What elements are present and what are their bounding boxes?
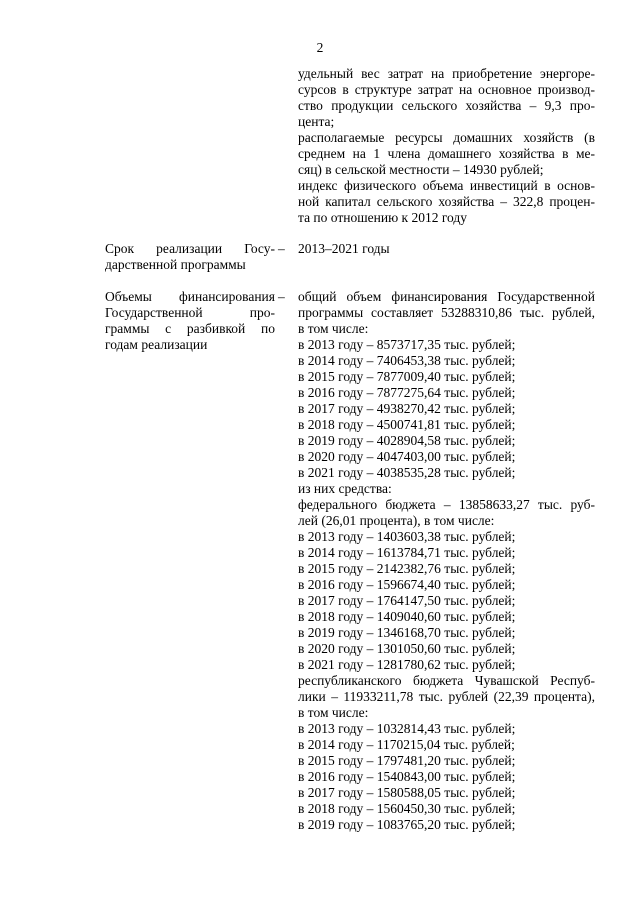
funding-line: федерального бюджета – 13858633,27 тыс. руб- bbox=[298, 497, 595, 512]
funding-line: в 2020 году – 4047403,00 тыс. рублей; bbox=[298, 449, 516, 464]
text-line: сяц) в сельской местности – 14930 рублей; bbox=[298, 162, 544, 177]
text-line: сурсов в структуре затрат на основное производ- bbox=[298, 82, 595, 97]
funding-line: в 2016 году – 1596674,40 тыс. рублей; bbox=[298, 577, 516, 592]
funding-line: лей (26,01 процента), в том числе: bbox=[298, 513, 495, 528]
funding-line: в 2016 году – 7877275,64 тыс. рублей; bbox=[298, 385, 516, 400]
funding-line: в 2019 году – 4028904,58 тыс. рублей; bbox=[298, 433, 516, 448]
funding-line: в 2015 году – 7877009,40 тыс. рублей; bbox=[298, 369, 516, 384]
funding-line: в 2018 году – 4500741,81 тыс. рублей; bbox=[298, 417, 516, 432]
funding-line: из них средства: bbox=[298, 481, 392, 496]
text-line: та по отношению к 2012 году bbox=[298, 210, 468, 225]
funding-line: в том числе: bbox=[298, 705, 369, 720]
funding-line: в 2019 году – 1346168,70 тыс. рублей; bbox=[298, 625, 516, 640]
text-line: индекс физического объема инвестиций в основ- bbox=[298, 178, 595, 193]
funding-line: общий объем финансирования Государственной bbox=[298, 289, 595, 304]
funding-line: в 2017 году – 1580588,05 тыс. рублей; bbox=[298, 785, 516, 800]
funding-line: в 2017 году – 4938270,42 тыс. рублей; bbox=[298, 401, 516, 416]
funding-line: в 2018 году – 1560450,30 тыс. рублей; bbox=[298, 801, 516, 816]
row-label-line: граммы с разбивкой по bbox=[105, 321, 275, 336]
funding-line: в 2016 году – 1540843,00 тыс. рублей; bbox=[298, 769, 516, 784]
row-label-line: Государственной про- bbox=[105, 305, 275, 320]
funding-line: в 2013 году – 1032814,43 тыс. рублей; bbox=[298, 721, 516, 736]
funding-line: в 2014 году – 1170215,04 тыс. рублей; bbox=[298, 737, 515, 752]
funding-line: в 2015 году – 2142382,76 тыс. рублей; bbox=[298, 561, 516, 576]
row-label-line: годам реализации bbox=[105, 337, 208, 352]
funding-line: в 2015 году – 1797481,20 тыс. рублей; bbox=[298, 753, 516, 768]
page-number: 2 bbox=[316, 40, 324, 55]
row-label-line: Срок реализации Госу- bbox=[105, 241, 275, 256]
text-line: располагаемые ресурсы домашних хозяйств (в bbox=[298, 130, 595, 145]
text-line: ство продукции сельского хозяйства – 9,3 про- bbox=[298, 98, 595, 113]
program-term-value: 2013–2021 годы bbox=[298, 241, 390, 256]
row-label-line: Объемы финансирования bbox=[105, 289, 275, 304]
text-line: цента; bbox=[298, 114, 335, 129]
funding-line: в 2020 году – 1301050,60 тыс. рублей; bbox=[298, 641, 516, 656]
text-line: ной капитал сельского хозяйства – 322,8 процен- bbox=[298, 194, 595, 209]
funding-line: в 2021 году – 4038535,28 тыс. рублей; bbox=[298, 465, 516, 480]
text-line: среднем на 1 члена домашнего хозяйства в ме- bbox=[298, 146, 595, 161]
funding-line: в 2014 году – 7406453,38 тыс. рублей; bbox=[298, 353, 516, 368]
text-line: удельный вес затрат на приобретение энергоре- bbox=[298, 66, 595, 81]
funding-line: программы составляет 53288310,86 тыс. рублей, bbox=[298, 305, 595, 320]
funding-line: в том числе: bbox=[298, 321, 369, 336]
funding-line: в 2021 году – 1281780,62 тыс. рублей; bbox=[298, 657, 516, 672]
funding-line: лики – 11933211,78 тыс. рублей (22,39 процента), bbox=[298, 689, 595, 704]
funding-line: в 2013 году – 8573717,35 тыс. рублей; bbox=[298, 337, 516, 352]
row-dash: – bbox=[278, 289, 285, 304]
funding-line: республиканского бюджета Чувашской Респуб- bbox=[298, 673, 595, 688]
funding-line: в 2017 году – 1764147,50 тыс. рублей; bbox=[298, 593, 516, 608]
funding-line: в 2019 году – 1083765,20 тыс. рублей; bbox=[298, 817, 516, 832]
funding-line: в 2018 году – 1409040,60 тыс. рублей; bbox=[298, 609, 516, 624]
funding-line: в 2013 году – 1403603,38 тыс. рублей; bbox=[298, 529, 516, 544]
funding-line: в 2014 году – 1613784,71 тыс. рублей; bbox=[298, 545, 516, 560]
row-dash: – bbox=[278, 241, 285, 256]
row-label-line: дарственной программы bbox=[105, 257, 246, 272]
